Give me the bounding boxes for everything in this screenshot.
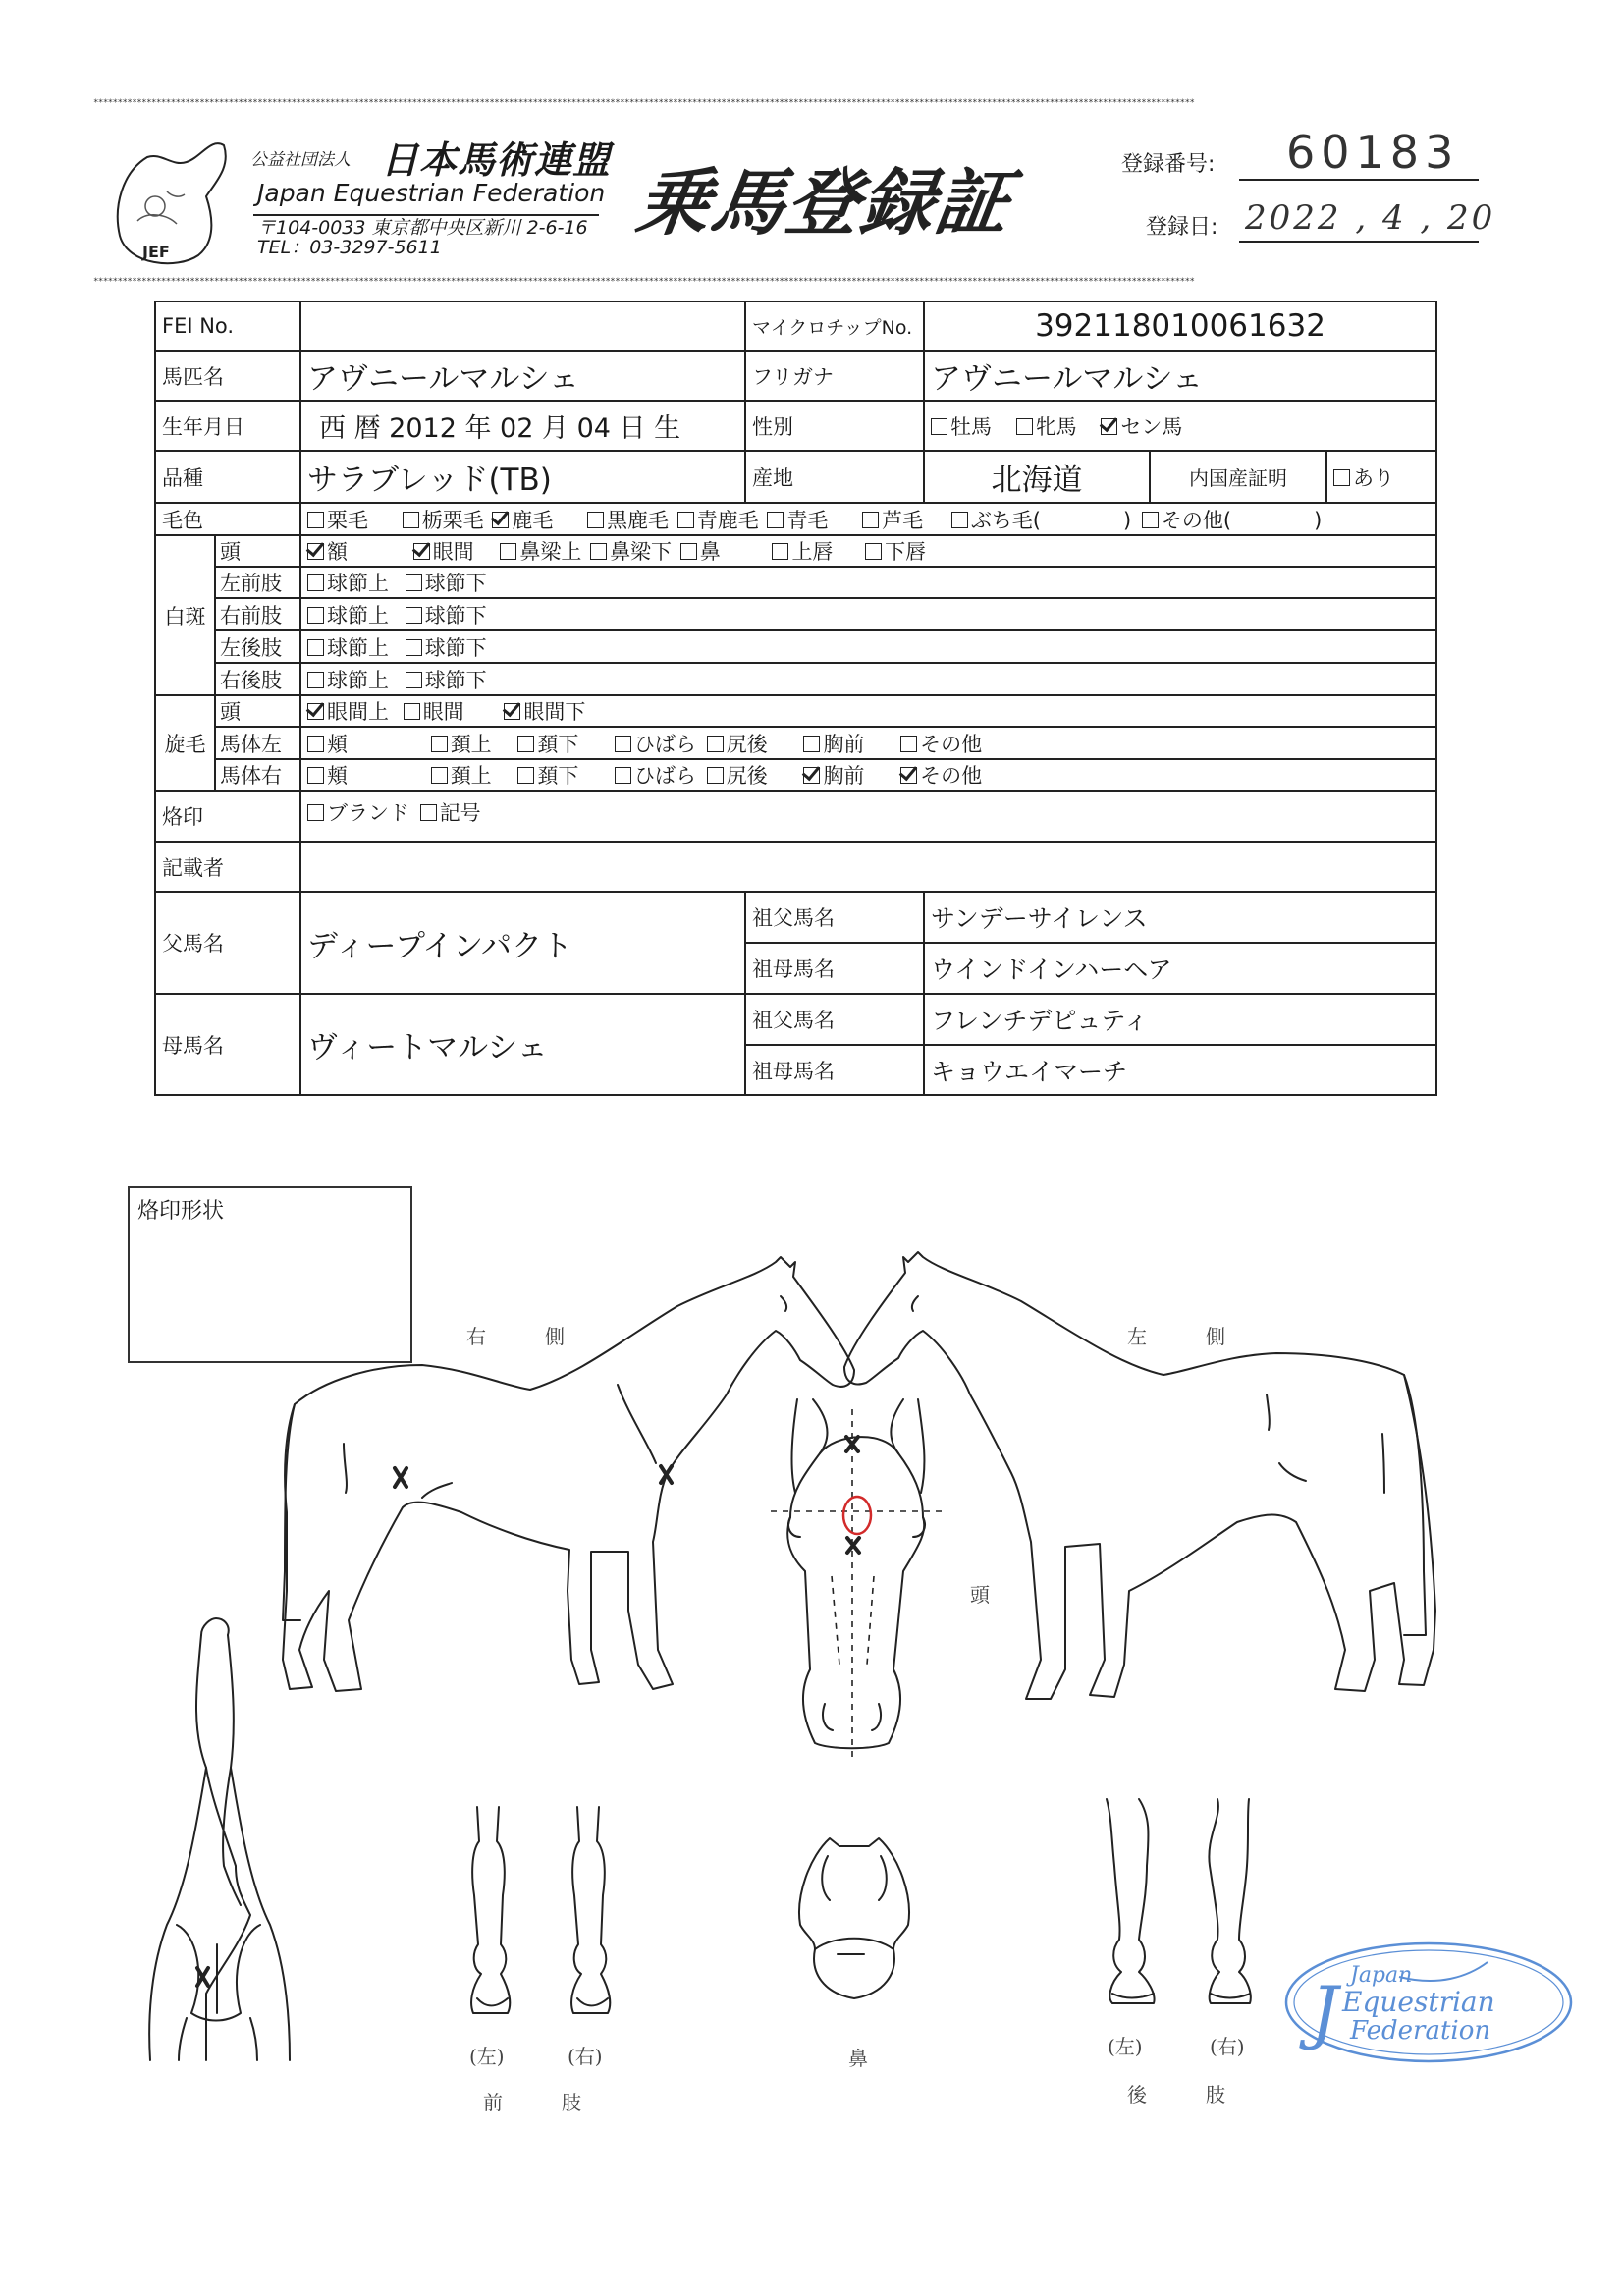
coat-option-dark-bay[interactable]: 黒鹿毛 <box>587 505 669 534</box>
checkbox[interactable] <box>307 672 324 688</box>
checkbox[interactable] <box>307 574 324 591</box>
row-whorl-body-left <box>155 727 1436 759</box>
row-recorder <box>155 842 1436 892</box>
hindlimb-right-label: (右) <box>1210 2035 1245 2058</box>
recorder-value <box>300 842 1436 892</box>
option-above-fetlock[interactable]: 球節上 <box>307 568 389 597</box>
horse-name-label: 馬匹名 <box>155 351 300 401</box>
option-rear[interactable]: 尻後 <box>707 729 768 758</box>
option-below-fetlock[interactable]: 球節下 <box>406 665 487 694</box>
dam-label: 母馬名 <box>155 994 300 1095</box>
address-line: 〒104-0033 東京都中央区新川 2-6-16 <box>257 217 588 239</box>
white-right-hind-label: 右後肢 <box>215 663 300 695</box>
coat-option-grey[interactable]: 芦毛 <box>862 505 923 534</box>
head-label: 頭 <box>970 1583 990 1607</box>
option-chest[interactable]: 胸前 <box>803 760 864 790</box>
white-right-hind-options <box>300 663 1436 695</box>
hindlimbs-label: 後 肢 <box>1127 2083 1225 2106</box>
option-symbol[interactable]: 記号 <box>420 797 481 827</box>
registration-date: 2022 , 4 , 20 <box>1245 198 1496 238</box>
checkbox[interactable] <box>307 736 324 752</box>
jef-logo-icon <box>108 137 231 270</box>
row-white-right-hind <box>155 663 1436 695</box>
row-fei-microchip <box>155 301 1436 351</box>
row-breed-origin <box>155 451 1436 503</box>
document-title: 乗馬登録証 <box>631 161 1017 246</box>
org-prefix: 公益社団法人 <box>250 150 351 170</box>
domestic-cert-option[interactable]: あり <box>1326 451 1436 503</box>
org-name-jp: 日本馬術連盟 <box>381 138 612 182</box>
right-side-label: 右 側 <box>466 1325 565 1348</box>
forelimbs-front-view-icon <box>471 1807 610 2013</box>
head-front-view-icon <box>771 1399 943 1758</box>
left-side-horse-icon <box>844 1252 1435 1699</box>
option-lower-bridge[interactable]: 鼻梁下 <box>590 536 672 566</box>
checkbox[interactable] <box>803 767 820 784</box>
checkbox[interactable] <box>406 607 422 624</box>
checkbox[interactable] <box>803 736 820 752</box>
hindlimbs-rear-view-icon <box>1107 1799 1251 2003</box>
option-upper-neck[interactable]: 頚上 <box>431 760 492 790</box>
checkbox[interactable] <box>492 512 509 528</box>
marking-circle <box>843 1497 871 1534</box>
row-white-right-fore <box>155 598 1436 630</box>
registration-number-label: 登録番号: <box>1121 152 1216 177</box>
checkbox[interactable] <box>517 767 534 784</box>
checkbox[interactable] <box>707 736 724 752</box>
checkbox[interactable] <box>307 767 324 784</box>
coat-option-brown[interactable]: 青鹿毛 <box>677 505 759 534</box>
whorls-label: 旋毛 <box>155 695 215 791</box>
option-other[interactable]: その他 <box>900 760 982 790</box>
hindlimb-left-label: (左) <box>1108 2035 1143 2058</box>
checkbox[interactable] <box>406 574 422 591</box>
sire-label: 父馬名 <box>155 892 300 994</box>
sex-option-mare[interactable]: 牝馬 <box>1016 411 1077 441</box>
coat-color-options <box>300 503 1436 535</box>
white-markings-label: 白斑 <box>155 535 215 695</box>
checkbox[interactable] <box>1142 512 1159 528</box>
checkbox-mare[interactable] <box>1016 418 1033 435</box>
origin-label: 産地 <box>745 451 924 503</box>
row-name <box>155 351 1436 401</box>
option-other[interactable]: その他 <box>900 729 982 758</box>
option-above-fetlock[interactable]: 球節上 <box>307 665 389 694</box>
option-lower-neck[interactable]: 頚下 <box>517 729 578 758</box>
whorl-head-options <box>300 695 1436 727</box>
whorl-head-label: 頭 <box>215 695 300 727</box>
checkbox[interactable] <box>307 607 324 624</box>
checkbox[interactable] <box>431 767 448 784</box>
coat-option-pinto[interactable]: ぶち毛( ) <box>951 505 1131 534</box>
sex-option-gelding[interactable]: セン馬 <box>1101 411 1182 441</box>
row-brand <box>155 791 1436 842</box>
svg-text:JEF: JEF <box>142 243 170 261</box>
tel-line: TEL：03-3297-5611 <box>257 237 442 258</box>
whorl-body-right-options <box>300 759 1436 791</box>
checkbox[interactable] <box>413 543 430 560</box>
coat-color-label: 毛色 <box>155 503 300 535</box>
furigana-value: アヴニールマルシェ <box>924 351 1436 401</box>
org-name-en: Japan Equestrian Federation <box>257 179 606 207</box>
checkbox[interactable] <box>307 543 324 560</box>
checkbox[interactable] <box>615 767 631 784</box>
domestic-cert-label: 内国産証明 <box>1150 451 1326 503</box>
checkbox[interactable] <box>307 703 324 720</box>
microchip-value: 392118010061632 <box>924 301 1436 351</box>
dam-value: ヴィートマルシェ <box>300 994 745 1095</box>
registration-form-table <box>154 301 1437 1096</box>
microchip-label: マイクロチップNo. <box>745 301 924 351</box>
checkbox[interactable] <box>900 736 917 752</box>
breed-label: 品種 <box>155 451 300 503</box>
coat-option-other[interactable]: その他( ) <box>1142 505 1322 534</box>
white-head-label: 頭 <box>215 535 300 567</box>
checkbox[interactable] <box>677 512 694 528</box>
checkbox[interactable] <box>307 639 324 656</box>
white-right-fore-options <box>300 598 1436 630</box>
option-below-fetlock[interactable]: 球節下 <box>406 568 487 597</box>
dam-granddam-value: キョウエイマーチ <box>924 1045 1436 1095</box>
checkbox[interactable] <box>615 736 631 752</box>
white-head-options <box>300 535 1436 567</box>
option-above-eyes[interactable]: 眼間上 <box>307 696 389 726</box>
option-brand[interactable]: ブランド <box>307 797 409 827</box>
checkbox[interactable] <box>707 767 724 784</box>
right-side-horse-icon <box>283 1257 854 1691</box>
dam-granddam-label: 祖母馬名 <box>745 1045 924 1095</box>
row-sire-grandsire <box>155 892 1436 943</box>
option-above-fetlock[interactable]: 球節上 <box>307 632 389 662</box>
row-coat-color <box>155 503 1436 535</box>
registration-date-underline <box>1239 241 1479 243</box>
svg-text:Federation: Federation <box>1350 2016 1491 2046</box>
checkbox[interactable] <box>951 512 968 528</box>
sire-value: ディープインパクト <box>300 892 745 994</box>
brand-options <box>300 791 1436 842</box>
fei-no-value <box>300 301 745 351</box>
option-upper-lip[interactable]: 上唇 <box>772 536 833 566</box>
row-white-left-fore <box>155 567 1436 598</box>
checkbox-gelding[interactable] <box>1101 418 1117 435</box>
sire-granddam-label: 祖母馬名 <box>745 943 924 994</box>
checkbox[interactable] <box>517 736 534 752</box>
row-whorl-body-right <box>155 759 1436 791</box>
white-left-fore-options <box>300 567 1436 598</box>
sex-label: 性別 <box>745 401 924 451</box>
brand-shape-label: 烙印形状 <box>137 1199 225 1224</box>
checkbox[interactable] <box>900 767 917 784</box>
row-dam-grandsire <box>155 994 1436 1045</box>
checkbox[interactable] <box>587 512 604 528</box>
forelimbs-label: 前 肢 <box>483 2091 581 2114</box>
row-white-left-hind <box>155 630 1436 663</box>
coat-option-dark-chestnut[interactable]: 栃栗毛 <box>403 505 484 534</box>
option-flank[interactable]: ひばら <box>615 729 696 758</box>
option-nose[interactable]: 鼻 <box>680 536 721 566</box>
white-left-fore-label: 左前肢 <box>215 567 300 598</box>
checkbox[interactable] <box>431 736 448 752</box>
option-above-fetlock[interactable]: 球節上 <box>307 600 389 629</box>
sire-granddam-value: ウインドインハーヘア <box>924 943 1436 994</box>
row-birth-sex <box>155 401 1436 451</box>
checkbox-stallion[interactable] <box>931 418 947 435</box>
org-address <box>257 218 588 257</box>
registration-date-label: 登録日: <box>1146 215 1218 240</box>
forelimb-left-label: (左) <box>469 2045 505 2068</box>
option-rear[interactable]: 尻後 <box>707 760 768 790</box>
option-flank[interactable]: ひばら <box>615 760 696 790</box>
option-lower-neck[interactable]: 頚下 <box>517 760 578 790</box>
registration-number-underline <box>1239 179 1479 181</box>
white-right-fore-label: 右前肢 <box>215 598 300 630</box>
row-whorl-head <box>155 695 1436 727</box>
checkbox[interactable] <box>862 512 879 528</box>
checkbox[interactable] <box>406 639 422 656</box>
sire-grandsire-value: サンデーサイレンス <box>924 892 1436 943</box>
checkbox[interactable] <box>406 672 422 688</box>
option-upper-bridge[interactable]: 鼻梁上 <box>500 536 581 566</box>
forelimb-right-label: (右) <box>568 2045 603 2068</box>
org-rule <box>253 214 599 216</box>
left-side-label: 左 側 <box>1127 1325 1225 1348</box>
coat-option-black[interactable]: 青毛 <box>767 505 828 534</box>
option-cheek[interactable]: 頬 <box>307 729 348 758</box>
whorl-body-left-label: 馬体左 <box>215 727 300 759</box>
muzzle-front-view-icon <box>799 1838 909 1998</box>
sire-grandsire-label: 祖父馬名 <box>745 892 924 943</box>
checkbox[interactable] <box>420 804 437 821</box>
coat-option-bay[interactable]: 鹿毛 <box>492 505 553 534</box>
checkbox[interactable] <box>590 543 607 560</box>
recorder-label: 記載者 <box>155 842 300 892</box>
top-divider: ************************************************************************************************************************************************************************************************************************************ <box>93 98 1195 108</box>
whorl-body-right-label: 馬体右 <box>215 759 300 791</box>
svg-text:J: J <box>1311 1972 1339 2052</box>
birth-date-value: 西 暦 2012 年 02 月 04 日 生 <box>300 401 745 451</box>
svg-text:Equestrian: Equestrian <box>1342 1986 1495 2018</box>
white-left-hind-label: 左後肢 <box>215 630 300 663</box>
brand-label: 烙印 <box>155 791 300 842</box>
checkbox-domestic-cert[interactable] <box>1333 469 1350 486</box>
dam-grandsire-value: フレンチデピュティ <box>924 994 1436 1045</box>
option-forehead[interactable]: 額 <box>307 536 348 566</box>
whorl-body-left-options <box>300 727 1436 759</box>
checkbox[interactable] <box>404 703 420 720</box>
option-cheek[interactable]: 頬 <box>307 760 348 790</box>
option-upper-neck[interactable]: 頚上 <box>431 729 492 758</box>
registration-number: 60183 <box>1286 126 1460 179</box>
furigana-label: フリガナ <box>745 351 924 401</box>
jef-stamp-icon <box>1281 1938 1576 2067</box>
option-lower-lip[interactable]: 下唇 <box>865 536 926 566</box>
sex-option-stallion[interactable]: 牡馬 <box>931 411 992 441</box>
row-white-head <box>155 535 1436 567</box>
checkbox[interactable] <box>680 543 697 560</box>
option-below-eyes[interactable]: 眼間下 <box>504 696 585 726</box>
sex-options <box>924 401 1436 451</box>
option-between-eyes[interactable]: 眼間 <box>413 536 474 566</box>
checkbox[interactable] <box>772 543 788 560</box>
option-chest[interactable]: 胸前 <box>803 729 864 758</box>
fei-no-label: FEI No. <box>155 301 300 351</box>
coat-option-chestnut[interactable]: 栗毛 <box>307 505 368 534</box>
svg-text:Japan: Japan <box>1350 1963 1413 1988</box>
checkbox[interactable] <box>307 804 324 821</box>
checkbox[interactable] <box>504 703 520 720</box>
option-between-eyes[interactable]: 眼間 <box>404 696 464 726</box>
horse-name-value: アヴニールマルシェ <box>300 351 745 401</box>
option-below-fetlock[interactable]: 球節下 <box>406 600 487 629</box>
option-below-fetlock[interactable]: 球節下 <box>406 632 487 662</box>
breed-value: サラブレッド(TB) <box>300 451 745 503</box>
birth-date-label: 生年月日 <box>155 401 300 451</box>
white-left-hind-options <box>300 630 1436 663</box>
checkbox[interactable] <box>767 512 784 528</box>
top-view-body-icon <box>149 1618 290 2060</box>
checkbox[interactable] <box>307 512 324 528</box>
muzzle-label: 鼻 <box>848 2047 868 2070</box>
origin-value: 北海道 <box>924 451 1150 503</box>
dam-grandsire-label: 祖父馬名 <box>745 994 924 1045</box>
header-divider: ************************************************************************************************************************************************************************************************************************************ <box>93 277 1195 287</box>
checkbox[interactable] <box>500 543 516 560</box>
checkbox[interactable] <box>865 543 882 560</box>
checkbox[interactable] <box>403 512 419 528</box>
